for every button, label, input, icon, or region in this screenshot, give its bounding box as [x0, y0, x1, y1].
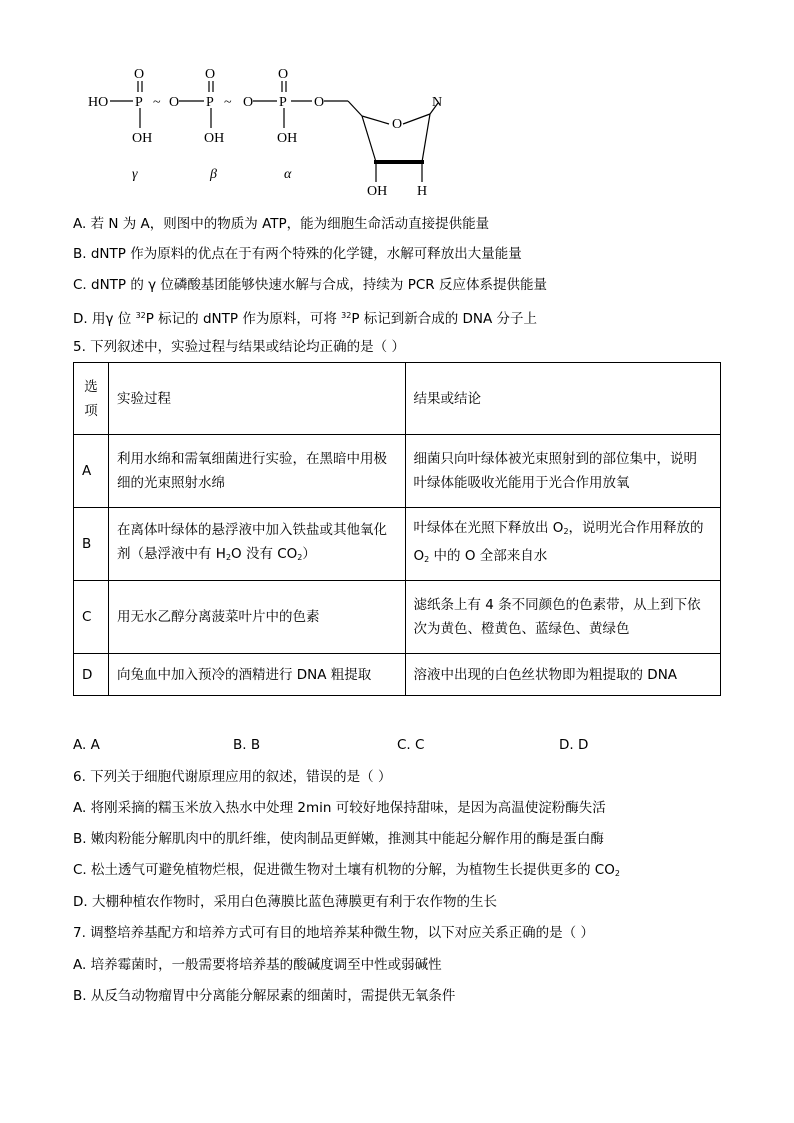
header-option: 选 项 — [74, 363, 109, 435]
row-option-a: A — [74, 435, 109, 508]
q5-answer-d: D. D — [559, 737, 589, 753]
q6-option-b: B. 嫩肉粉能分解肌肉中的肌纤维，使肉制品更鲜嫩，推测其中能起分解作用的酶是蛋白酶 — [73, 831, 604, 847]
oxygen-top-beta: O — [205, 67, 216, 82]
table-header-row — [74, 363, 721, 435]
q4-option-c: C. dNTP 的 γ 位磷酸基团能够快速水解与合成，持续为 PCR 反应体系提供能量 — [73, 277, 547, 293]
row-d-process: 向兔血中加入预冷的酒精进行 DNA 粗提取 — [108, 654, 405, 696]
table-row — [74, 508, 721, 581]
ho-label: HO — [88, 95, 109, 110]
q6-option-a: A. 将刚采摘的糯玉米放入热水中处理 2min 可较好地保持甜味，是因为高温使淀粉酶失活 — [73, 800, 606, 816]
header-process: 实验过程 — [108, 363, 405, 435]
bridge-oxygen-2: O — [243, 95, 254, 110]
q7-option-a: A. 培养霉菌时，一般需要将培养基的酸碱度调至中性或弱碱性 — [73, 957, 442, 973]
row-a-result: 细菌只向叶绿体被光束照射到的部位集中，说明 叶绿体能吸收光能用于光合作用放氧 — [405, 435, 720, 508]
q7-stem: 7. 调整培养基配方和培养方式可有目的地培养某种微生物，以下对应关系正确的是（ ） — [73, 925, 594, 941]
ring-oxygen: O — [392, 117, 403, 132]
row-b-result: 叶绿体在光照下释放出 $O_2$，说明光合作用释放的 $O_2$ 中的 O 全部来自水 — [405, 508, 720, 581]
q5-answer-a: A. A — [73, 737, 100, 753]
q6-option-d: D. 大棚种植农作物时，采用白色薄膜比蓝色薄膜更有利于农作物的生长 — [73, 894, 497, 910]
alpha-label: α — [284, 167, 292, 182]
header-result: 结果或结论 — [405, 363, 720, 435]
q5-stem: 5. 下列叙述中，实验过程与结果或结论均正确的是（ ） — [73, 339, 405, 355]
row-b-process: 在离体叶绿体的悬浮液中加入铁盐或其他氧化 剂（悬浮液中有 $H_2O$ 没有 $CO_2$） — [108, 508, 405, 581]
row-a-process: 利用水绵和需氧细菌进行实验，在黑暗中用极 细的光束照射水绵 — [108, 435, 405, 508]
row-option-b: B — [74, 508, 109, 581]
bridge-oxygen-1: O — [169, 95, 180, 110]
q4-option-a: A. 若 N 为 A，则图中的物质为 ATP，能为细胞生命活动直接提供能量 — [73, 216, 490, 232]
base-n-label: N — [432, 95, 443, 110]
row-c-result: 滤纸条上有 4 条不同颜色的色素带，从上到下依 次为黄色、橙黄色、蓝绿色、黄绿色 — [405, 581, 720, 654]
phosphorus-alpha: P — [279, 95, 287, 110]
high-energy-bond-1: ~ — [153, 95, 161, 110]
q4-option-b: B. dNTP 作为原料的优点在于有两个特殊的化学键，水解可释放出大量能量 — [73, 246, 522, 262]
q5-experiment-table — [73, 362, 721, 696]
q5-answer-b: B. B — [233, 737, 261, 753]
row-option-c: C — [74, 581, 109, 654]
row-d-result: 溶液中出现的白色丝状物即为粗提取的 DNA — [405, 654, 720, 696]
table-row — [74, 581, 721, 654]
sugar-h-label: H — [417, 184, 428, 199]
q4-option-d: D. 用γ 位 $^{32}$P 标记的 dNTP 作为原料，可将 $^{32}$P 标记到新合成的 DNA 分子上 — [73, 311, 538, 327]
table-row — [74, 654, 721, 696]
row-c-process: 用无水乙醇分离菠菜叶片中的色素 — [108, 581, 405, 654]
q5-answer-c: C. C — [397, 737, 425, 753]
dntp-structure-diagram — [80, 58, 480, 208]
phosphorus-gamma: P — [135, 95, 143, 110]
row-option-d: D — [74, 654, 109, 696]
oxygen-top-alpha: O — [278, 67, 289, 82]
sugar-oh-label: OH — [367, 184, 388, 199]
q6-option-c: C. 松土透气可避免植物烂根，促进微生物对土壤有机物的分解，为植物生长提供更多的 $CO_2$ — [73, 862, 620, 878]
table-row — [74, 435, 721, 508]
oh-gamma: OH — [132, 131, 153, 146]
bridge-oxygen-3: O — [314, 95, 325, 110]
q6-stem: 6. 下列关于细胞代谢原理应用的叙述，错误的是（ ） — [73, 769, 392, 785]
oh-alpha: OH — [277, 131, 298, 146]
phosphorus-beta: P — [206, 95, 214, 110]
oxygen-top-gamma: O — [134, 67, 145, 82]
q7-option-b: B. 从反刍动物瘤胃中分离能分解尿素的细菌时，需提供无氧条件 — [73, 988, 456, 1004]
high-energy-bond-2: ~ — [224, 95, 232, 110]
q5-answer-options — [73, 737, 713, 757]
beta-label: β — [210, 167, 217, 182]
gamma-label: γ — [132, 167, 138, 182]
oh-beta: OH — [204, 131, 225, 146]
